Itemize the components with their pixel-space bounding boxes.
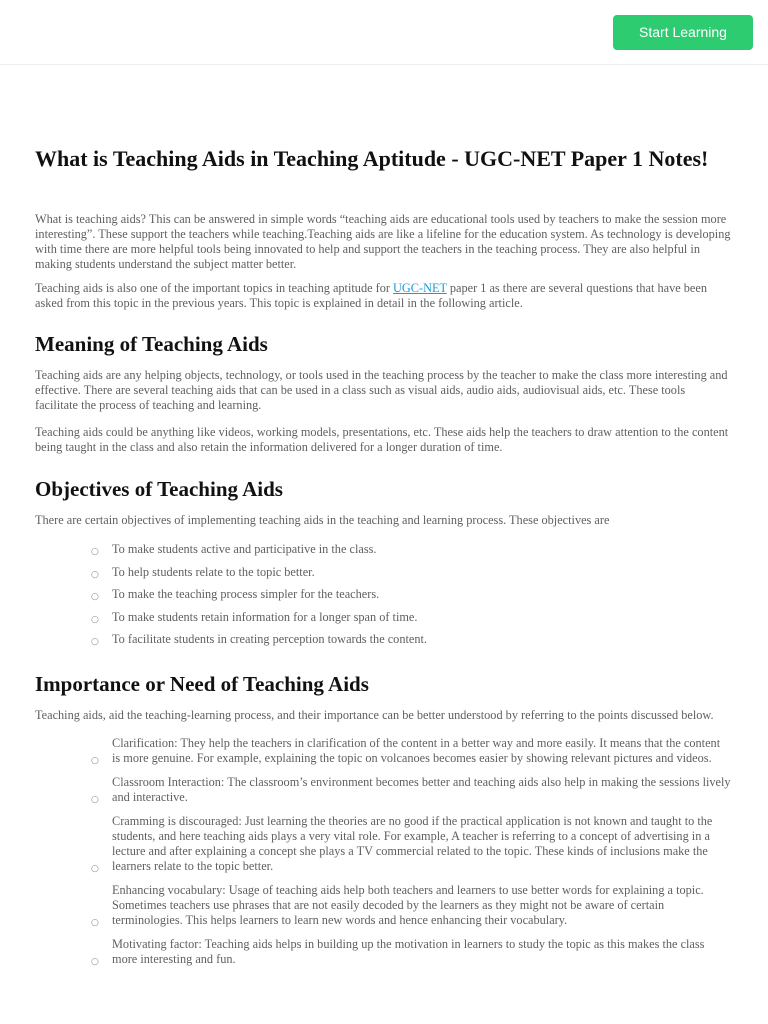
list-item [91, 814, 731, 875]
intro-paragraph-2 [35, 281, 731, 311]
intro-text-before-link: Teaching aids is also one of the important topics in teaching aptitude for [35, 281, 394, 295]
meaning-heading: Meaning of Teaching Aids [35, 332, 268, 356]
objectives-list [35, 542, 731, 647]
bullet-circle-icon: ○ [91, 957, 99, 968]
list-item [91, 609, 731, 625]
list-item-text: To make students active and participative in the class. [112, 542, 377, 556]
list-item [91, 883, 731, 929]
meaning-paragraph-2: Teaching aids could be anything like videos, working models, presentations, etc. These aids help the teachers to draw attention to the content being taught in the class and also retain the information delivered for a longer duration of time. [35, 425, 729, 454]
importance-intro: Teaching aids, aid the teaching-learning process, and their importance can be better understood by referring to the points discussed below. [35, 708, 714, 723]
bullet-circle-icon: ○ [91, 569, 99, 580]
list-item-text: To help students relate to the topic better. [112, 564, 315, 579]
objectives-heading: Objectives of Teaching Aids [35, 477, 283, 501]
bullet-circle-icon: ○ [91, 637, 99, 648]
importance-list [35, 736, 731, 967]
list-item [91, 937, 731, 968]
bullet-circle-icon: ○ [91, 918, 99, 929]
list-item [91, 632, 731, 648]
ugc-net-link[interactable]: UGC-NET [393, 281, 447, 295]
bullet-circle-icon: ○ [91, 795, 99, 806]
top-bar [0, 0, 768, 65]
page-title: What is Teaching Aids in Teaching Aptitude - UGC-NET Paper 1 Notes! [35, 146, 709, 171]
bullet-circle-icon: ○ [91, 592, 99, 603]
bullet-circle-icon: ○ [91, 614, 99, 625]
bullet-circle-icon: ○ [91, 756, 99, 767]
list-item [91, 564, 731, 580]
meaning-paragraph: Teaching aids are any helping objects, technology, or tools used in the teaching process by the teacher to make the class more interesting and effective. There are several teaching aids that can be used in a class such as visual aids, audio aids, audiovisual aids, etc. These tools facilitate the process of teaching and learning. [35, 368, 728, 412]
list-item [91, 587, 731, 603]
list-item-text: Classroom Interaction: The classroom’s environment becomes better and teaching aids also help in making the sessions lively and interactive. [112, 775, 731, 805]
list-item-text: Motivating factor: Teaching aids helps in building up the motivation in learners to study the topic as this makes the class more interesting and fun. [112, 937, 705, 967]
list-item-text: To make the teaching process simpler for the teachers. [112, 587, 380, 602]
importance-heading: Importance or Need of Teaching Aids [35, 672, 369, 697]
list-item-text: Cramming is discouraged: Just learning the theories are no good if the practical application is not known and taught to the students, and here teaching aids plays a very vital role. For example, A teacher is referring to a concept of advertising in a lecture and after explaining a concept she plays a TV commercial related to the topic. These kinds of inclusions make the learners relate to the topic better. [112, 814, 713, 874]
bullet-circle-icon: ○ [91, 547, 99, 557]
objectives-intro: There are certain objectives of implementing teaching aids in the teaching and learning process. These objectives are [35, 513, 610, 527]
list-item [91, 736, 731, 767]
list-item-text: Enhancing vocabulary: Usage of teaching aids help both teachers and learners to use better words for explaining a topic. Sometimes teachers use phrases that are not easily decoded by the learners as they might not be aware of certain terminologies. This helps learners to learn new words and hence enhancing their vocabulary. [112, 883, 704, 928]
list-item [91, 775, 731, 806]
start-learning-button[interactable]: Start Learning [613, 15, 753, 50]
list-item-text: Clarification: They help the teachers in clarification of the content in a better way and more easily. It means that the content is more genuine. For example, explaining the topic on volcanoes becomes easier by showing relevant pictures and videos. [112, 736, 721, 766]
intro-paragraph: What is teaching aids? This can be answered in simple words “teaching aids are educational tools used by teachers to make the session more interesting”. These support the teachers while teaching.Teaching aids are like a lifeline for the education system. As technology is developing with time there are more helpful tools being innovated to help and support the teachers in the teaching process. They are also helpful in making students understand the subject matter better. [35, 212, 731, 271]
article [35, 130, 731, 967]
list-item-text: To make students retain information for a longer span of time. [112, 609, 418, 624]
bullet-circle-icon: ○ [91, 864, 99, 875]
list-item-text: To facilitate students in creating perception towards the content. [112, 632, 427, 647]
intro-text-after-link: paper 1 as there are several questions that have been asked from this topic in the previous years. This topic is explained in detail in the following article. [35, 281, 707, 310]
list-item [91, 542, 731, 557]
